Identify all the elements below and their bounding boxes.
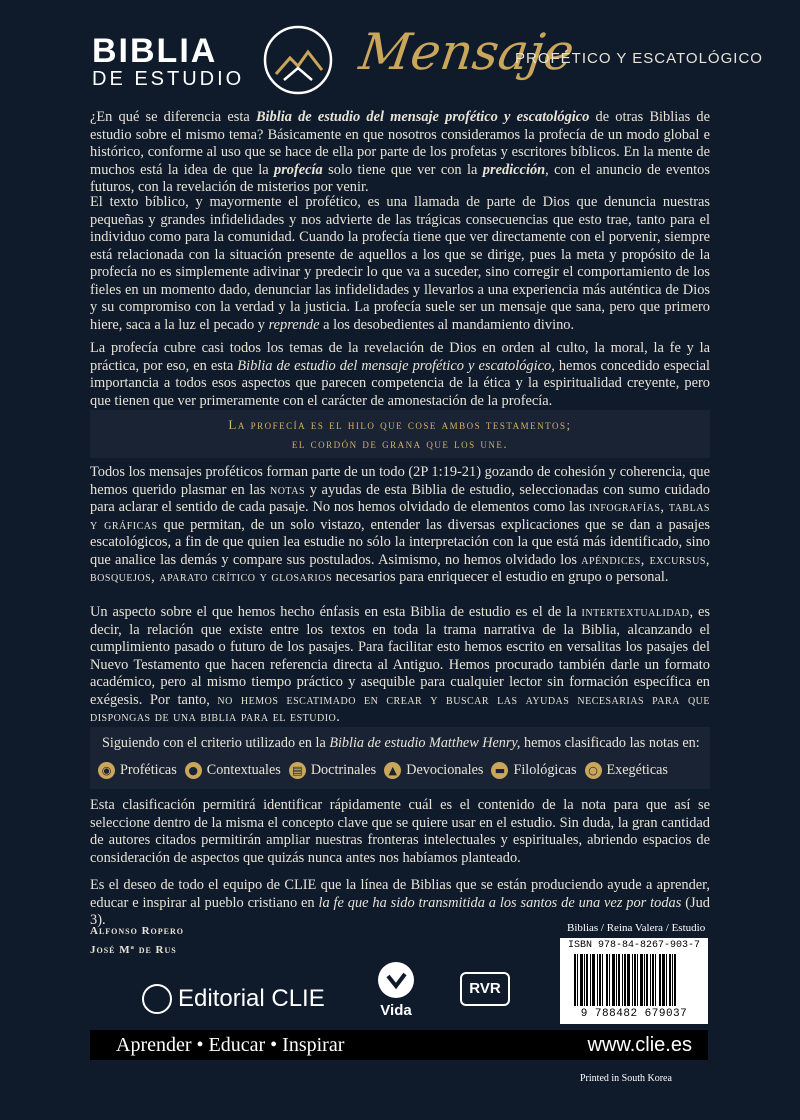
magnifier-icon: ○	[585, 762, 602, 779]
vida-check-icon	[378, 962, 414, 998]
clie-globe-icon	[142, 984, 172, 1014]
paragraph-4: Todos los mensajes proféticos forman parte de un todo (2P 1:19-21) gozando de cohesión y coherencia, que hemos querido plasmar en las notas y ayudas de esta Biblia de estudio, seleccionadas con sumo cuidado para aclarar el sentido de cada pasaje. No nos hemos olvidado de elementos como las infografías, tablas y gráficas que permitan, de un solo vistazo, entender las diversas explicaciones que se dan a pasajes escatológicos, a fin de que quien lea estudie no sólo la interpretación con la que está más identificado, sino que analice las demás y compare sus postulados. Asimismo, no hemos olvidado los apéndices, excursus, bosquejos, aparato crítico y glosarios necesarios para enriquecer el estudio en grupo o personal.	[90, 464, 710, 585]
tag-contextuales: ● Contextuales	[185, 762, 281, 779]
brand-title: BIBLIA	[92, 32, 218, 70]
paragraph-5: Un aspecto sobre el que hemos hecho énfasis en esta Biblia de estudio es el de la intertextualidad, es decir, la relación que existe entre los textos en toda la trama narrativa de la Biblia, alcanzando el cumplimiento pasado o futuro de los pasajes. Para facilitar esto hemos escrito en versalitas los pasajes del Nuevo Testamento que hacen referencia directa al Antiguo. Hemos procurado también darle un formato académico, pero al mismo tiempo práctico y asequible para cualquier lector sin formación específica en exégesis. Por tanto, no hemos escatimado en crear y buscar las ayudas necesarias para que dispongas de una biblia para el estudio.	[90, 604, 711, 725]
vida-label: Vida	[380, 1002, 412, 1019]
paragraph-3: La profecía cubre casi todos los temas de la revelación de Dios en orden al culto, la moral, la fe y la práctica, por eso, en esta Biblia de estudio del mensaje profético y escatológico, hemos concedido especial importancia a todos esos aspectos que parecen competencia de la ética y la espiritualidad creyente, pero que tienen que ver primeramente con el carácter de amonestación de la profecía.	[90, 340, 710, 409]
tag-devocionales: ▲ Devocionales	[384, 762, 483, 779]
barcode-bars	[574, 954, 700, 1006]
publisher-name: Editorial CLIE	[178, 985, 325, 1012]
rvr-logo: RVR	[460, 972, 510, 1006]
vida-logo	[370, 962, 422, 1019]
tag-doctrinales: ▤ Doctrinales	[289, 762, 376, 779]
tag-filologicas: ▬ Filológicas	[491, 762, 576, 779]
paragraph-2: El texto bíblico, y mayormente el profético, es una llamada de parte de Dios que denuncia nuestras pequeñas y grandes infidelidades y nos advierte de las trágicas consecuencias que esto trae, tanto para el individuo como para la comunidad. Cuando la profecía tiene que ver directamente con el porvenir, siempre está relacionada con la situación presente de aquellos a los que se dirige, pues la meta y propósito de la profecía no es simplemente adivinar y predecir lo que va a suceder, sino corregir el comportamiento de los fieles en un momento dado, denunciar las infidelidades y llevarlos a una experiencia más auténtica de Dios y su compromiso con la verdad y la justicia. La profecía suele ser un mensaje que sana, pero que primero hiere, saca a la luz el pecado y reprende a los desobedientes al mandamiento divino.	[90, 194, 710, 333]
notes-tags	[98, 759, 676, 781]
author-1: Alfonso Ropero	[90, 925, 184, 937]
authors	[90, 922, 184, 960]
tag-exegeticas: ○ Exegéticas	[585, 762, 668, 779]
paragraph-7: Es el deseo de todo el equipo de CLIE que la línea de Biblias que se están produciendo ayude a aprender, educar e inspirar al pueblo cristiano en la fe que ha sido transmitida a los santos de una vez por todas (Jud 3).	[90, 877, 710, 928]
quote-line-2: el cordón de grana que los une.	[291, 436, 509, 451]
eye-icon: ◉	[98, 762, 115, 779]
highlight-quote	[90, 410, 710, 458]
header-tagline: PROFÉTICO Y ESCATOLÓGICO	[515, 50, 763, 67]
book-icon: ▤	[289, 762, 306, 779]
paragraph-6: Esta clasificación permitirá identificar rápidamente cuál es el contenido de la nota para que así se seleccione dentro de la misma el concepto clave que se quiere usar en el estudio. Sin duda, la gran cantidad de autores citados permitirán ampliar nuestras fronteras intelectuales y espirituales, abriendo espacios de consideración de aspectos que quizás nunca antes nos habíamos planteado.	[90, 797, 710, 866]
website-url[interactable]: www.clie.es	[587, 1034, 692, 1056]
paragraph-1: ¿En qué se diferencia esta Biblia de estudio del mensaje profético y escatológico de otras Biblias de estudio sobre el mismo tema? Básicamente en que nosotros consideramos la profecía de un modo global e histórico, conforme al uso que se hace de ella por parte de los profetas y escritores bíblicos. En la mente de muchos está la idea de que la profecía solo tiene que ver con la predicción, con el anuncio de eventos futuros, con la revelación de misterios por venir.	[90, 109, 710, 195]
globe-icon: ●	[185, 762, 202, 779]
category-label: Biblias / Reina Valera / Estudio	[567, 922, 706, 934]
script-title: Mensaje	[355, 23, 578, 81]
barcode-number: 9 788482 679037	[580, 1008, 688, 1020]
isbn: ISBN 978-84-8267-903-7	[567, 940, 701, 951]
speech-bubble-icon: ▬	[491, 762, 508, 779]
barcode	[560, 938, 708, 1024]
brand-subtitle: DE ESTUDIO	[92, 68, 245, 90]
publisher-logo	[142, 984, 325, 1014]
author-2: José Mª de Rus	[90, 944, 177, 956]
slogan: Aprender • Educar • Inspirar	[116, 1034, 345, 1056]
footer-bar	[90, 1030, 708, 1060]
mountain-logo-icon	[262, 24, 334, 96]
notes-intro: Siguiendo con el criterio utilizado en la Biblia de estudio Matthew Henry, hemos clasificado las notas en:	[102, 735, 700, 751]
notes-classification-box	[90, 727, 710, 789]
header	[0, 0, 800, 110]
praying-hands-icon: ▲	[384, 762, 401, 779]
printed-in: Printed in South Korea	[580, 1073, 672, 1084]
quote-line-1: La profecía es el hilo que cose ambos testamentos;	[228, 417, 572, 432]
tag-profeticas: ◉ Proféticas	[98, 762, 177, 779]
